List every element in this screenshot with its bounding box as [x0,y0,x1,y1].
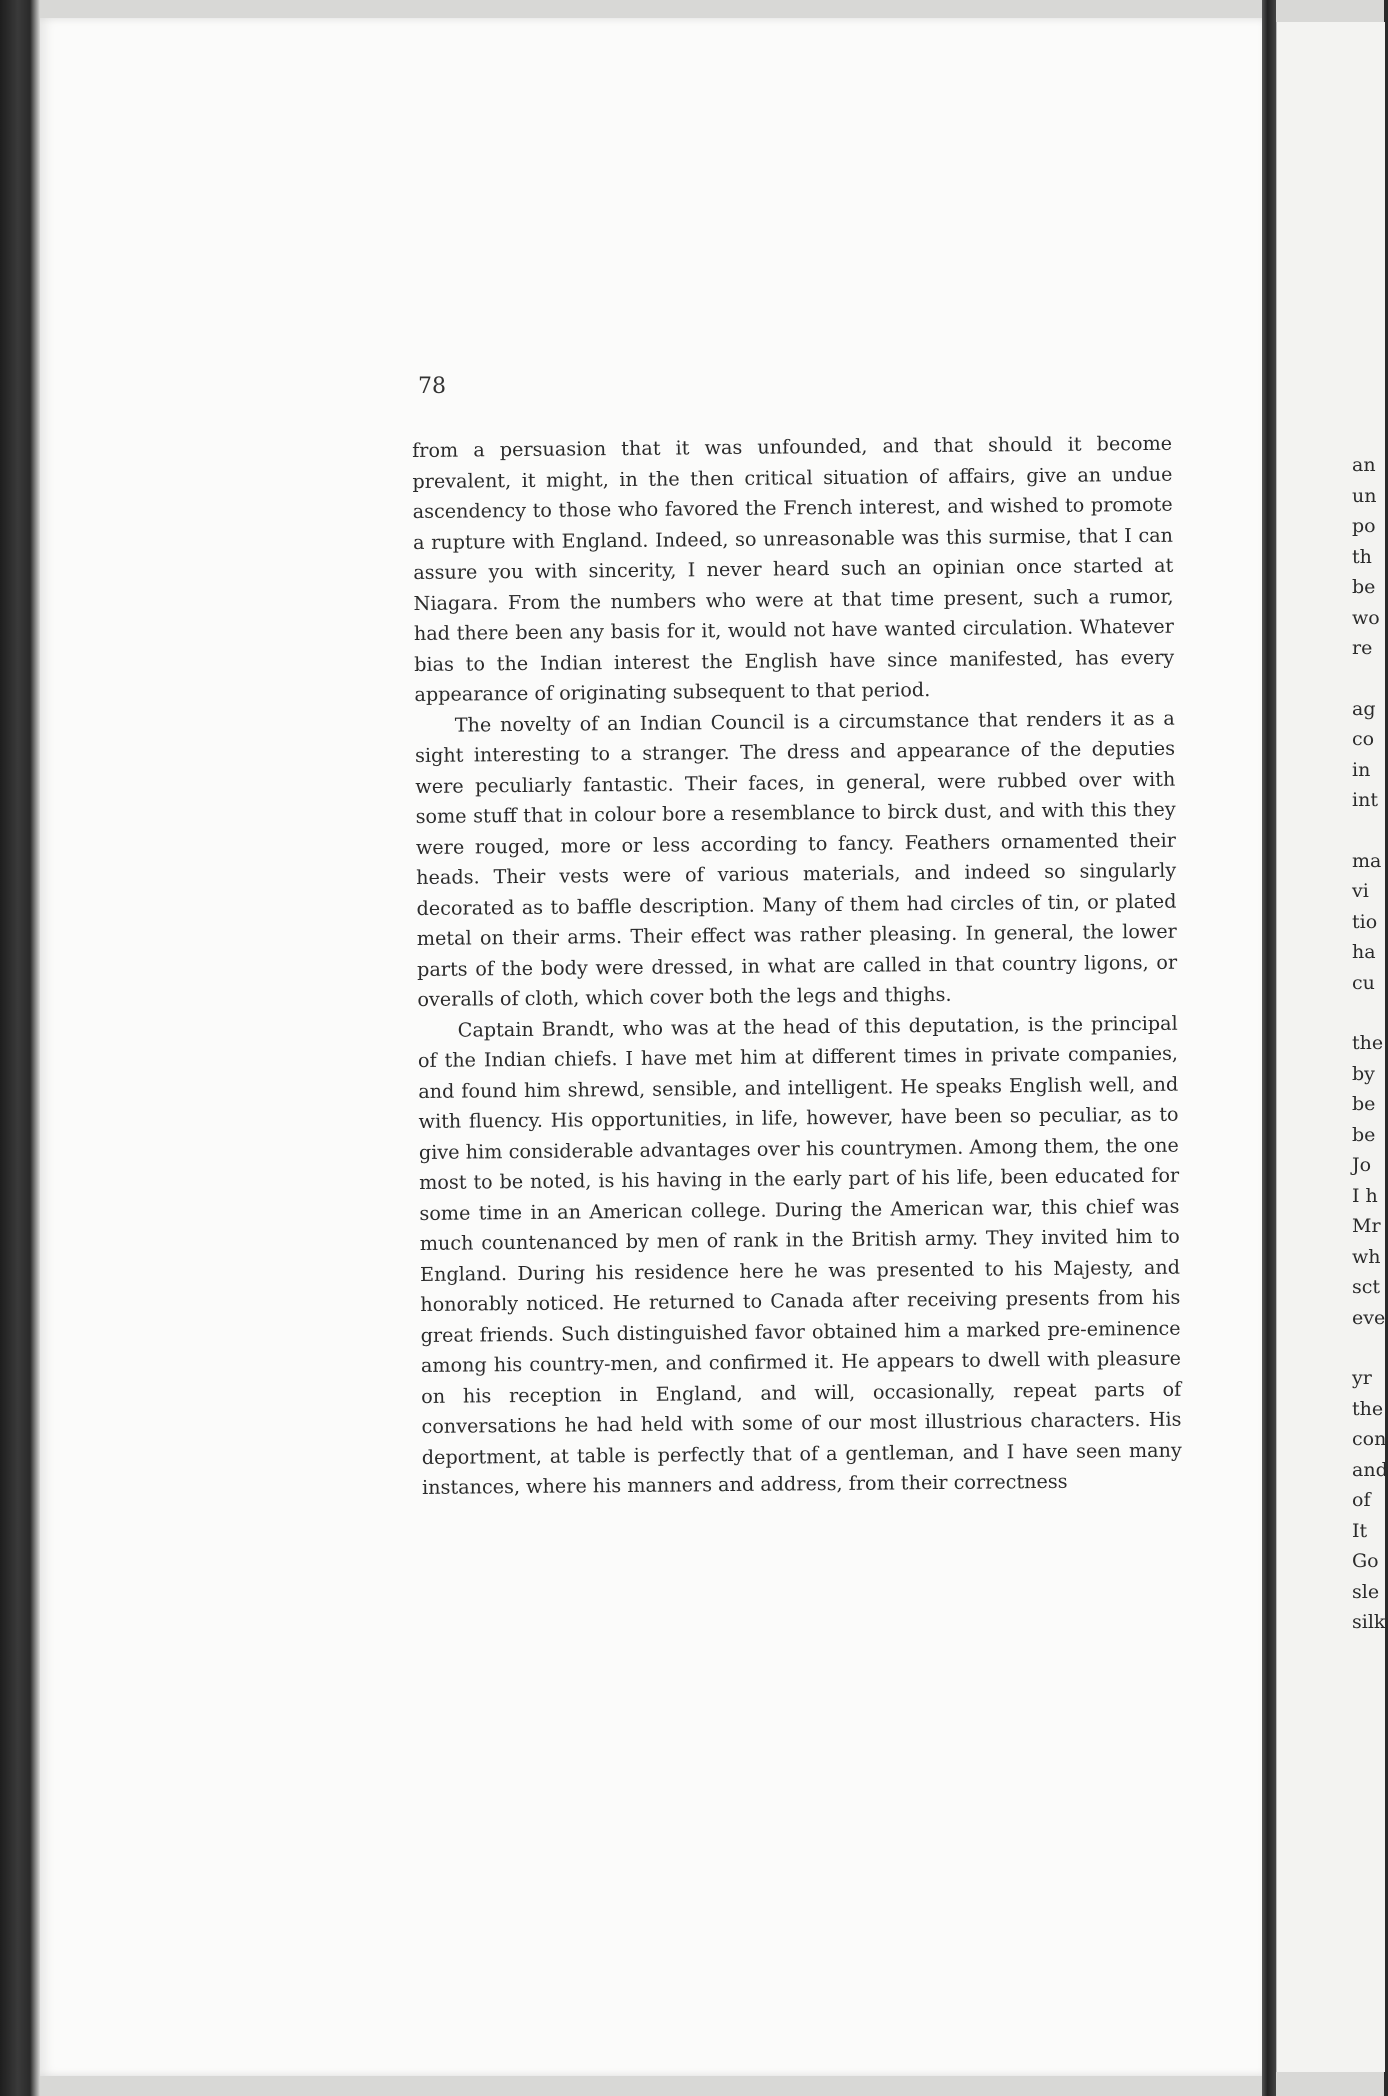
fragment: It [1352,1519,1368,1542]
fragment: eve [1352,1306,1386,1329]
body-text [412,429,1182,1504]
fragment: cu [1352,971,1375,994]
fragment: the [1352,1032,1384,1054]
fragment-group-1 [1352,450,1388,664]
fragment: and [1352,1458,1388,1481]
fragment: in [1352,758,1371,781]
paragraph-2: The novelty of an Indian Council is a circumstance that renders it as a sight interesting to a stranger. The dress and appearance of the deputies were peculiarly fantastic. Their faces, in general, were rubbed over with some stuff that in colour bore a resemblance to birck dust, and with this they were rouged, more or less according to fancy. Feathers ornamented their heads. Their vests were of various materials, and indeed so singularly decorated as to baffle description. Many of them had circles of tin, or plated metal on their arms. Their effect was rather pleasing. In general, the lower parts of the body were dressed, in what are called in that country ligons, or overalls of cloth, which cover both the legs and thighs. [414,706,1178,1011]
fragment: Jo [1352,1154,1372,1176]
fragment: ag [1352,697,1376,720]
fragment: by [1352,1062,1375,1085]
fragment-group-2 [1352,694,1388,816]
fragment-group-5 [1352,1363,1388,1638]
fragment: tio [1352,910,1378,933]
fragment: vi [1352,880,1369,902]
fragment: con [1352,1428,1387,1450]
fragment: re [1352,637,1373,659]
fragment: Mr [1352,1215,1381,1237]
fragment: be [1352,1123,1376,1146]
fragment: silk [1352,1611,1386,1633]
paragraph-3: Captain Brandt, who was at the head of this deputation, is the principal of the Indian chiefs. I have met him at different times in private companies, and found him shrewd, sensible, and intelligent. He speaks English well, and with fluency. His opportunities, in life, however, have been so peculiar, as to give him considerable advantages over his countrymen. Among them, the one most to be noted, is his having in the early part of his life, been educated for some time in an American college. During the American war, this chief was much countenanced by men of rank in the British army. They invited him to England. During his residence here he was presented to his Majesty, and honorably noticed. He returned to Canada after receiving presents from his great friends. Such distinguished favor obtained him a marked pre-eminence among his country-men, and confirmed it. He appears to dwell with pleasure on his reception in England, and will, occasionally, repeat parts of conversations he had held with some of our most illustrious characters. His deportment, at table is perfectly that of a gentleman, and I have seen many instances, where his manners and address, from their correctness [417,1011,1182,1499]
fragment-group-3 [1352,846,1388,999]
fragment: ha [1352,941,1376,963]
fragment: wh [1352,1245,1381,1268]
page-number: 78 [418,374,446,399]
fragment: th [1352,545,1372,568]
fragment: int [1352,789,1378,811]
fragment: po [1352,515,1376,537]
fragment: I h [1352,1184,1378,1207]
fragment: Go [1352,1550,1379,1572]
fragment: be [1352,1093,1376,1115]
fragment: an [1352,454,1376,476]
paragraph-1: from a persuasion that it was unfounded, and that should it become prevalent, it might, in the then critical situation of affairs, give an undue ascendency to those who favored the French interest, and wished to promote a rupture with England. Indeed, so unreasonable was this surmise, that I can assure you with sincerity, I never heard such an opinian once started at Niagara. From the numbers who were at that time present, such a rumor, had there been any basis for it, would not have wanted circulation. Whatever bias to the Indian interest the English have since manifested, has every appearance of originating subsequent to that period. [412,431,1175,706]
fragment-group-4 [1352,1028,1388,1333]
fragment: be [1352,576,1376,598]
fragment: sct [1352,1276,1381,1298]
fragment: of [1352,1489,1371,1511]
fragment: the [1352,1397,1384,1420]
right-page-text-fragments [1352,450,1388,1638]
fragment: un [1352,484,1377,507]
fragment: wo [1352,606,1380,629]
fragment: yr [1352,1367,1372,1389]
book-gutter [1262,0,1276,2096]
fragment: sle [1352,1580,1380,1603]
fragment: co [1352,728,1375,750]
fragment: ma [1352,849,1382,872]
